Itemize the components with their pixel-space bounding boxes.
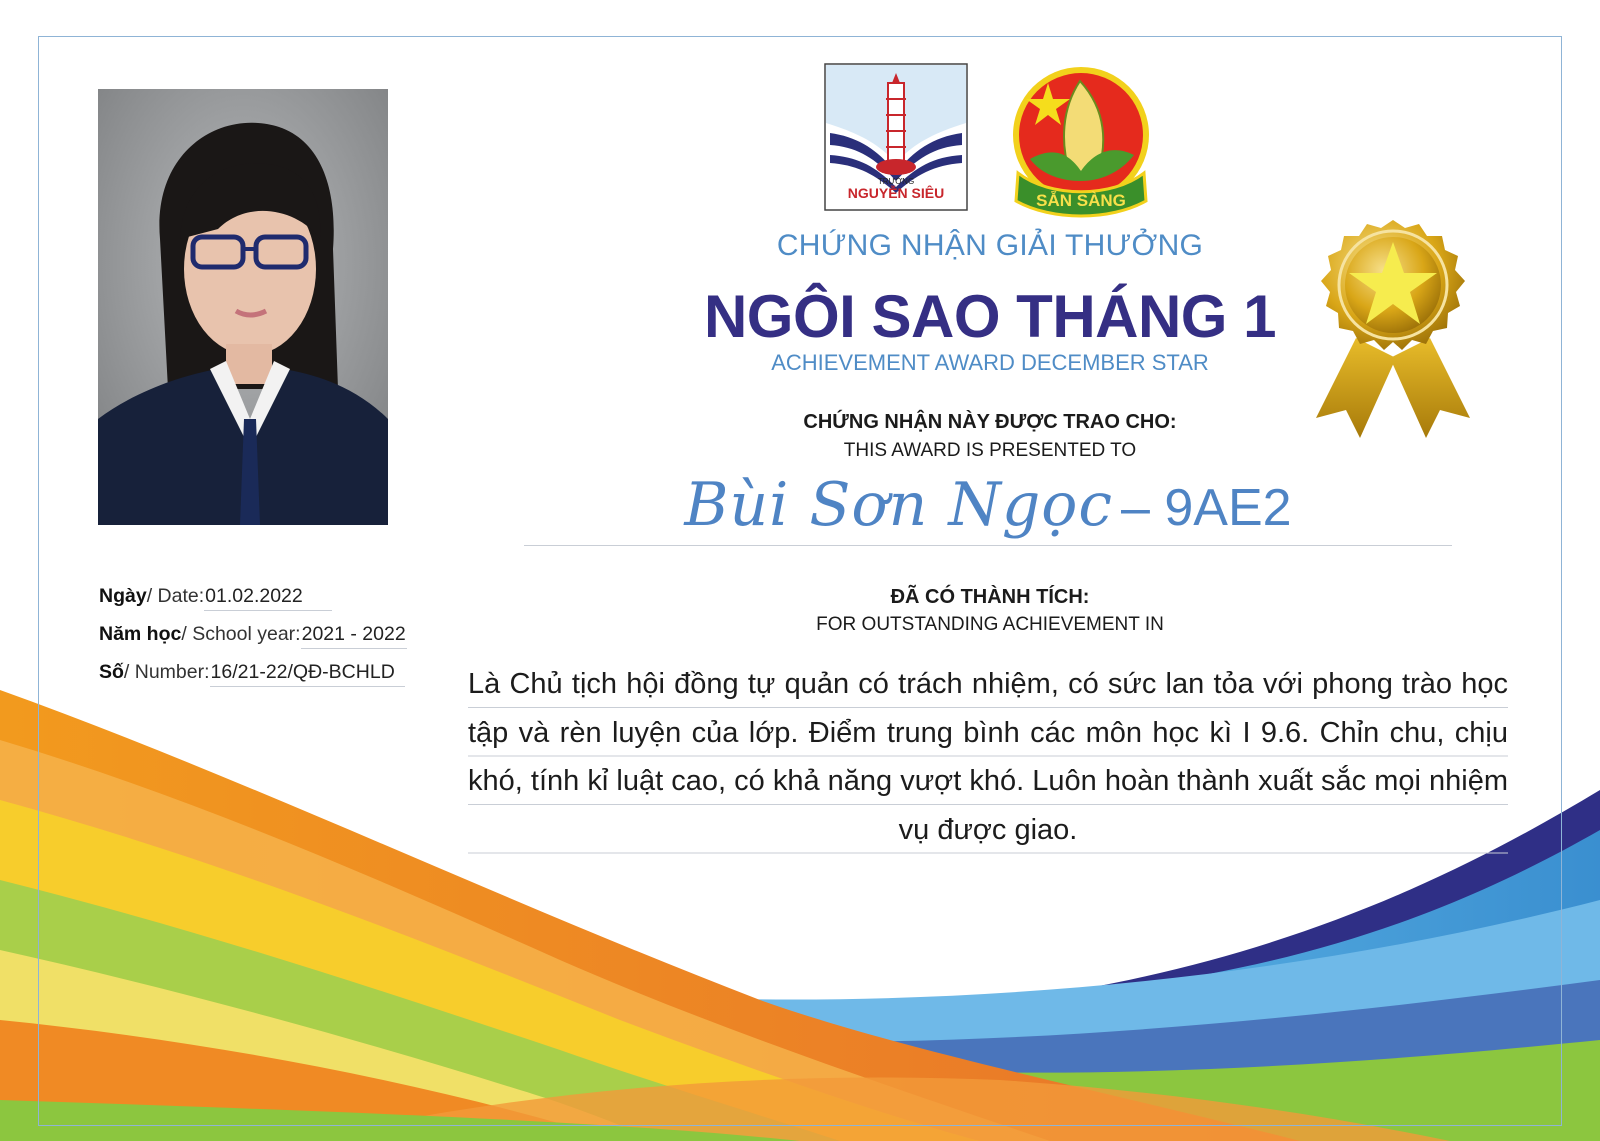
school-year-row — [99, 623, 434, 661]
recipient-line — [524, 470, 1452, 546]
number-label-vn: Số — [99, 661, 124, 683]
school-year-label-vn: Năm học — [99, 623, 182, 645]
student-name: Bùi Sơn Ngọc — [684, 470, 1113, 540]
certificate-subtitle: ACHIEVEMENT AWARD DECEMBER STAR — [771, 350, 1209, 375]
date-label-en: / Date: — [146, 585, 205, 607]
achievement-label-vn: ĐÃ CÓ THÀNH TÍCH: — [890, 586, 1090, 608]
certificate-info — [99, 585, 434, 699]
number-label-en: / Number: — [123, 661, 210, 683]
school-year-label-en: / School year: — [181, 623, 301, 645]
achievement-text: Là Chủ tịch hội đồng tự quản có trách nhiệm, có sức lan tỏa với phong trào học tập và rèn luyện của lớp. Điểm trung bình các môn học kì I 9.6. Chỉn chu, chịu khó, tính kỉ luật cao, có khả năng vượt khó. Luôn hoàn thành xuất sắc mọi nhiệm vụ được giao. — [468, 660, 1508, 856]
certificate-label: CHỨNG NHẬN GIẢI THƯỞNG — [776, 229, 1204, 262]
certificate-title: NGÔI SAO THÁNG 1 — [703, 283, 1277, 350]
youth-union-logo-text: SẴN SÀNG — [1036, 191, 1126, 210]
school-year-value: 2021 - 2022 — [301, 623, 407, 649]
presented-label-en: THIS AWARD IS PRESENTED TO — [843, 440, 1137, 461]
date-label-vn: Ngày — [99, 585, 147, 607]
number-row — [99, 661, 434, 699]
student-class: – 9AE2 — [1121, 479, 1292, 537]
achievement-label-en: FOR OUTSTANDING ACHIEVEMENT IN — [816, 614, 1164, 635]
date-value: 01.02.2022 — [204, 585, 332, 611]
student-photo — [98, 89, 388, 525]
youth-union-logo — [1010, 63, 1152, 218]
school-logo-name: NGUYỄN SIÊU — [847, 185, 945, 201]
date-row — [99, 585, 434, 623]
school-logo — [824, 63, 968, 211]
presented-label-vn: CHỨNG NHẬN NÀY ĐƯỢC TRAO CHO: — [803, 411, 1177, 433]
number-value: 16/21-22/QĐ-BCHLD — [210, 661, 405, 687]
school-logo-small-text: TRƯỜNG — [877, 177, 915, 186]
